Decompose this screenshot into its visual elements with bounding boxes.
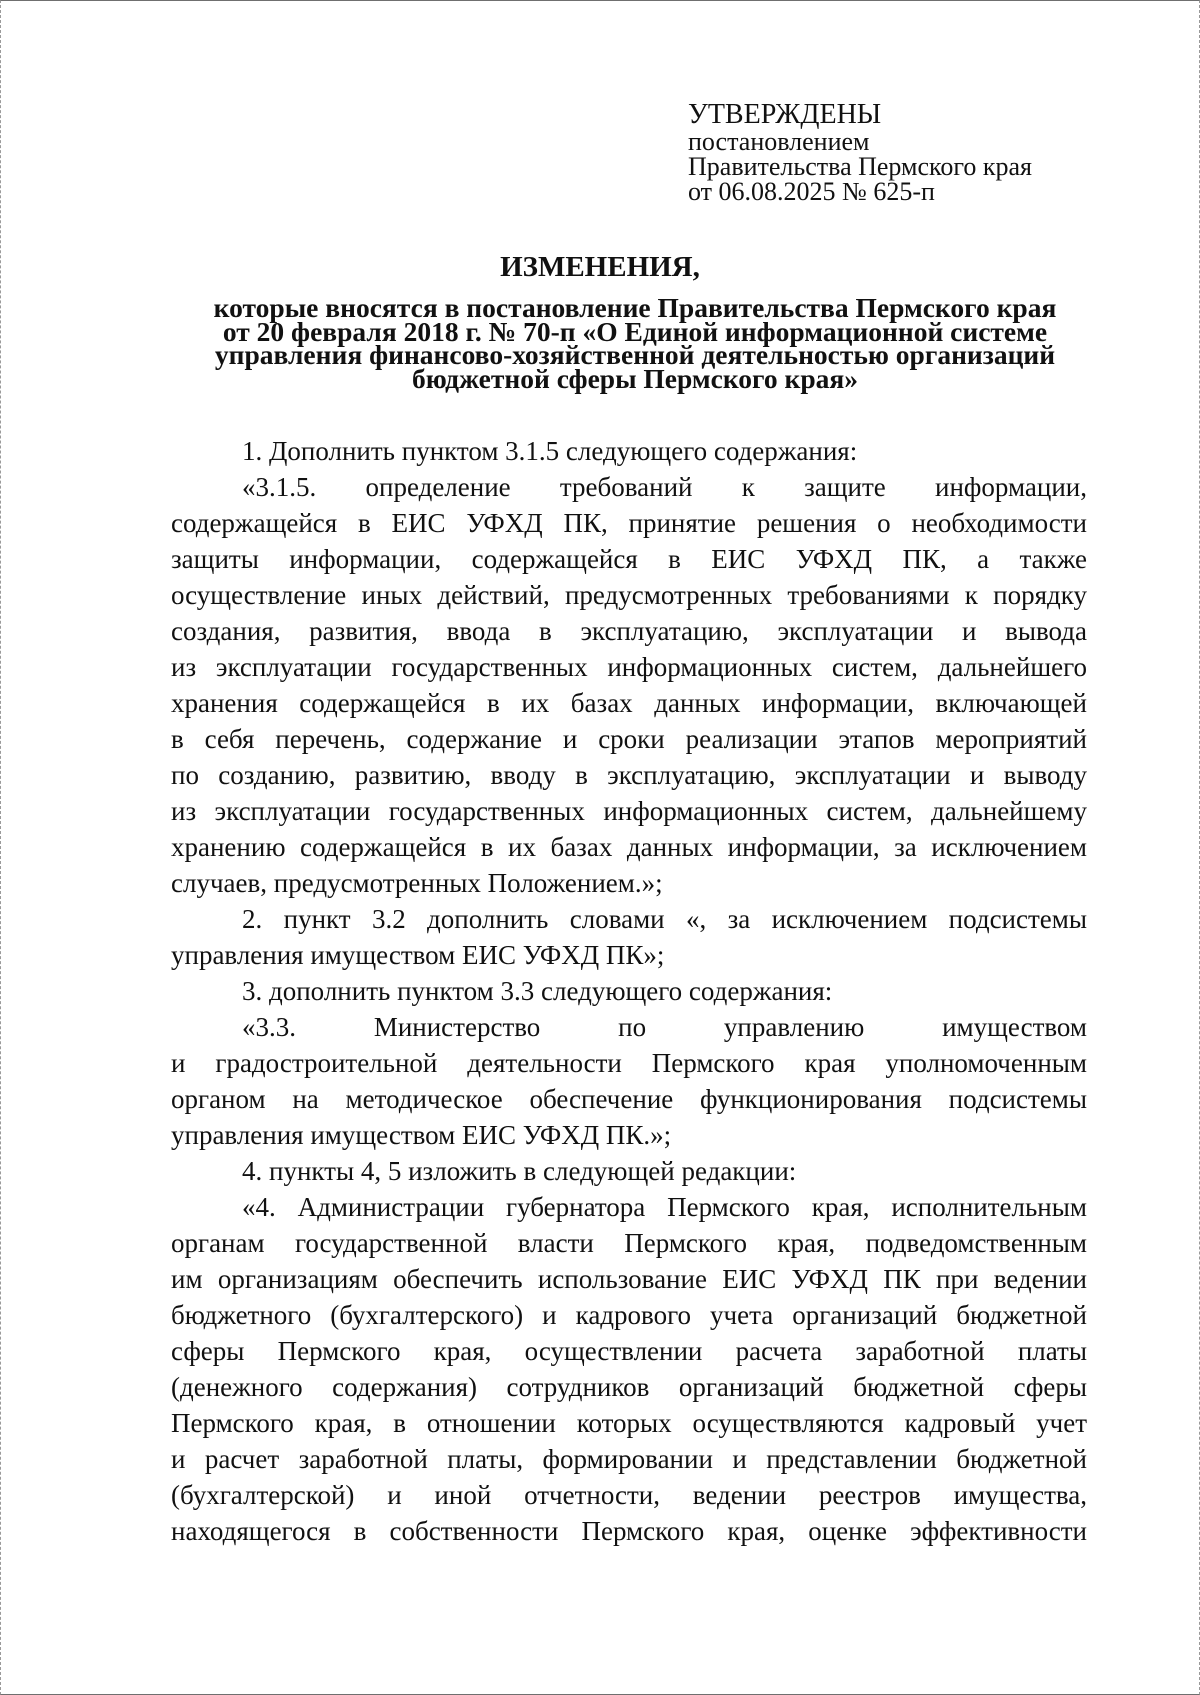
body-line: 1. Дополнить пунктом 3.1.5 следующего содержания: (242, 436, 858, 466)
approval-date-number: от 06.08.2025 № 625-п (688, 177, 935, 206)
body-line: хранения содержащейся в их базах данных информации, включающей (171, 688, 1087, 718)
body-line: 2. пункт 3.2 дополнить словами «, за исключением подсистемы (242, 904, 1087, 934)
body-line: и градостроительной деятельности Пермского края уполномоченным (171, 1048, 1087, 1078)
body-line: управления имуществом ЕИС УФХД ПК»; (171, 940, 665, 970)
subtitle-line: бюджетной сферы Пермского края» (411, 362, 858, 394)
document-subtitle (170, 292, 1100, 394)
subtitle-line: от 20 февраля 2018 г. № 70-п «О Единой информационной системе (222, 315, 1048, 347)
body-line: из эксплуатации государственных информационных систем, дальнейшего (171, 652, 1087, 682)
body-line: бюджетного (бухгалтерского) и кадрового учета организаций бюджетной (171, 1300, 1087, 1330)
body-line: им организациям обеспечить использование ЕИС УФХД ПК при ведении (171, 1264, 1087, 1294)
approval-stamp (688, 101, 1032, 204)
body-line: осуществление иных действий, предусмотренных требованиями к порядку (171, 580, 1087, 610)
body-line: Пермского края, в отношении которых осуществляются кадровый учет (171, 1408, 1087, 1438)
body-line: защиты информации, содержащейся в ЕИС УФХД ПК, а также (171, 544, 1087, 574)
body-line: из эксплуатации государственных информационных систем, дальнейшему (171, 796, 1087, 826)
subtitle-line: управления финансово-хозяйственной деятельностью организаций (214, 339, 1056, 370)
body-line: и расчет заработной платы, формировании и представлении бюджетной (171, 1444, 1087, 1474)
body-line: «3.1.5. определение требований к защите информации, (242, 472, 1087, 502)
body-line: в себя перечень, содержание и сроки реализации этапов мероприятий (171, 724, 1087, 754)
body-line: (бухгалтерской) и иной отчетности, ведении реестров имущества, (171, 1480, 1087, 1510)
body-line: «3.3. Министерство по управлению имуществом (242, 1012, 1087, 1042)
body-line: случаев, предусмотренных Положением.»; (171, 868, 663, 898)
body-line: находящегося в собственности Пермского края, оценке эффективности (171, 1516, 1087, 1546)
subtitle-line: которые вносятся в постановление Правительства Пермского края (213, 292, 1057, 323)
document-body (171, 433, 1087, 1549)
body-line: создания, развития, ввода в эксплуатацию, эксплуатации и вывода (171, 616, 1087, 646)
body-line: «4. Администрации губернатора Пермского края, исполнительным (242, 1192, 1087, 1222)
approval-line: Правительства Пермского края (688, 152, 1032, 181)
body-line: (денежного содержания) сотрудников организаций бюджетной сферы (171, 1372, 1087, 1402)
body-line: управления имуществом ЕИС УФХД ПК.»; (171, 1120, 672, 1150)
body-line: 3. дополнить пунктом 3.3 следующего содержания: (242, 976, 833, 1006)
body-line: содержащейся в ЕИС УФХД ПК, принятие решения о необходимости (171, 508, 1087, 538)
document-title: ИЗМЕНЕНИЯ, (500, 251, 700, 283)
body-line: хранению содержащейся в их базах данных информации, за исключением (171, 832, 1087, 862)
body-line: органом на методическое обеспечение функционирования подсистемы (171, 1084, 1087, 1114)
body-line: сферы Пермского края, осуществлении расчета заработной платы (171, 1336, 1087, 1366)
approval-line: постановлением (688, 127, 870, 156)
body-line: по созданию, развитию, вводу в эксплуатацию, эксплуатации и выводу (171, 760, 1087, 790)
body-line: органам государственной власти Пермского края, подведомственным (171, 1228, 1087, 1258)
approval-heading: УТВЕРЖДЕНЫ (688, 99, 882, 130)
body-line: 4. пункты 4, 5 изложить в следующей редакции: (242, 1156, 797, 1186)
